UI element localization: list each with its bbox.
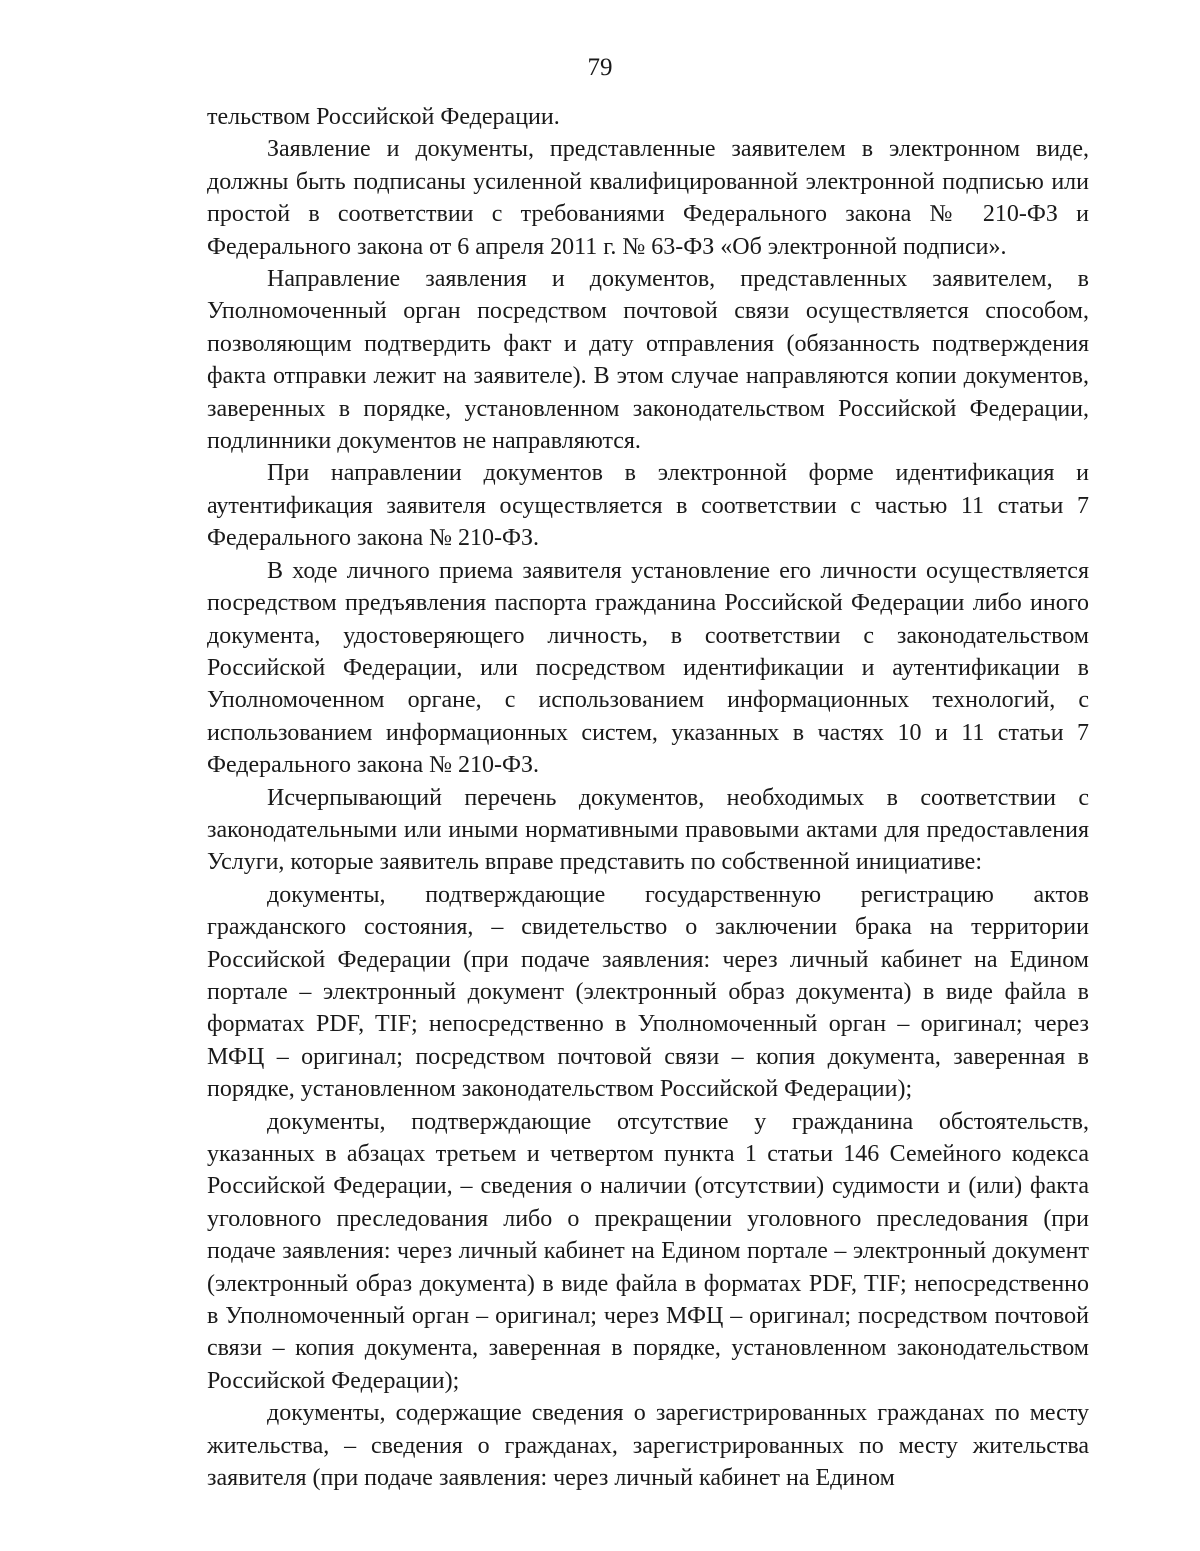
paragraph-documents-list-intro: Исчерпывающий перечень документов, необходимых в соответствии с законодательными или иными нормативными правовыми актами для предоставления Услуги, которые заявитель вправе представить по собственной инициативе: bbox=[207, 784, 1089, 876]
paragraph-continuation: тельством Российской Федерации. bbox=[207, 104, 560, 130]
page-number: 79 bbox=[587, 54, 613, 81]
document-body bbox=[207, 101, 1089, 1494]
paragraph-electronic-signature: Заявление и документы, представленные заявителем в электронном виде, должны быть подписаны усиленной квалифицированной электронной подписью или простой в соответствии с требованиями Федерального закона № 210-ФЗ и Федерального закона от 6 апреля 2011 г. № 63-ФЗ «Об электронной подписи». bbox=[207, 136, 1089, 260]
paragraph-electronic-identification: При направлении документов в электронной форме идентификация и аутентификация заявителя осуществляется в соответствии с частью 11 статьи 7 Федерального закона № 210-ФЗ. bbox=[207, 460, 1089, 552]
paragraph-registered-citizens: документы, содержащие сведения о зарегистрированных гражданах по месту жительства, – сведения о гражданах, зарегистрированных по месту жительства заявителя (при подаче заявления: через личный кабинет на Едином bbox=[207, 1400, 1089, 1492]
paragraph-postal-submission: Направление заявления и документов, представленных заявителем, в Уполномоченный орган посредством почтовой связи осуществляется способом, позволяющим подтвердить факт и дату отправления (обязанность подтверждения факта отправки лежит на заявителе). В этом случае направляются копии документов, заверенных в порядке, установленном законодательством Российской Федерации, подлинники документов не направляются. bbox=[207, 266, 1089, 455]
paragraph-criminal-record: документы, подтверждающие отсутствие у гражданина обстоятельств, указанных в абзацах третьем и четвертом пункта 1 статьи 146 Семейного кодекса Российской Федерации, – сведения о наличии (отсутствии) судимости и (или) факта уголовного преследования либо о прекращении уголовного преследования (при подаче заявления: через личный кабинет на Едином портале – электронный документ (электронный образ документа) в виде файла в форматах PDF, TIF; непосредственно в Уполномоченный орган – оригинал; через МФЦ – оригинал; посредством почтовой связи – копия документа, заверенная в порядке, установленном законодательством Российской Федерации); bbox=[207, 1108, 1089, 1394]
paragraph-marriage-certificate: документы, подтверждающие государственную регистрацию актов гражданского состояния, – свидетельство о заключении брака на территории Российской Федерации (при подаче заявления: через личный кабинет на Едином портале – электронный документ (электронный образ документа) в виде файла в форматах PDF, TIF; непосредственно в Уполномоченный орган – оригинал; через МФЦ – оригинал; посредством почтовой связи – копия документа, заверенная в порядке, установленном законодательством Российской Федерации); bbox=[207, 881, 1089, 1103]
paragraph-personal-reception: В ходе личного приема заявителя установление его личности осуществляется посредством предъявления паспорта гражданина Российской Федерации либо иного документа, удостоверяющего личность, в соответствии с законодательством Российской Федерации, или посредством идентификации и аутентификации в Уполномоченном органе, с использованием информационных технологий, с использованием информационных систем, указанных в частях 10 и 11 статьи 7 Федерального закона № 210-ФЗ. bbox=[207, 557, 1089, 779]
